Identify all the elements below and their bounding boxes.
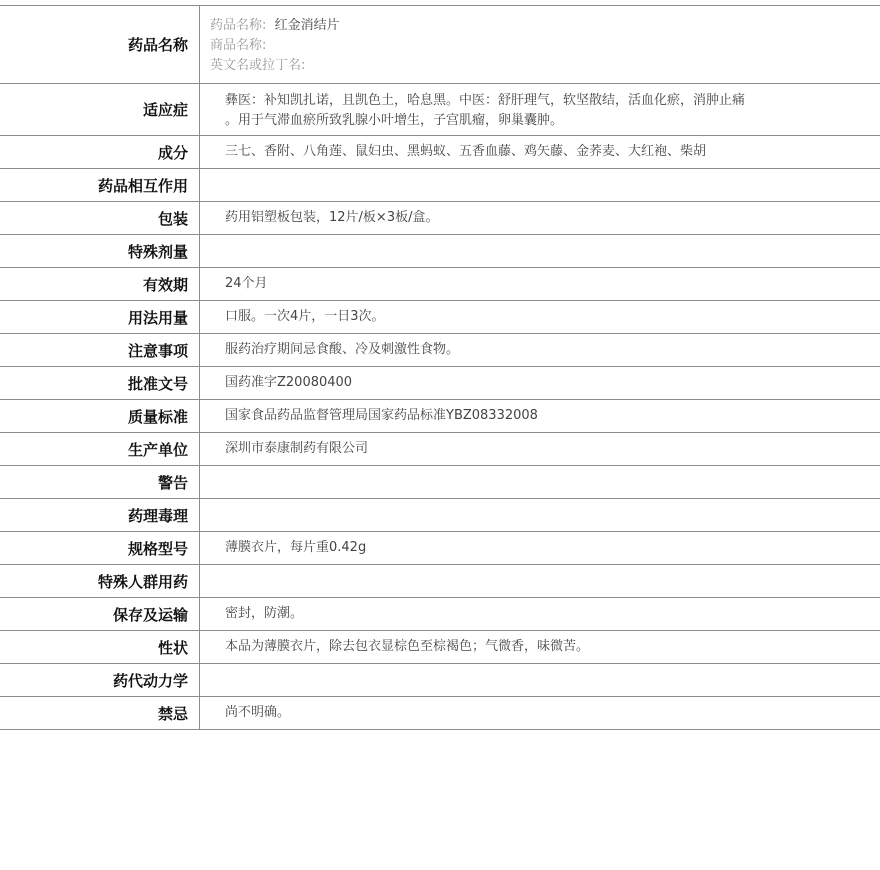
row-special-dosage [0,235,880,268]
row-value-ingredients: 三七、香附、八角莲、鼠妇虫、黑蚂蚁、五香血藤、鸡矢藤、金荞麦、大红袍、柴胡 [225,144,707,159]
row-label-dosage: 用法用量 [0,301,200,333]
row-drug-name [0,6,880,84]
generic-name-key: 药品名称: [210,18,267,33]
row-quality-standard [0,400,880,433]
row-contraindications [0,697,880,730]
row-value-packaging: 药用铝塑板包装，12片/板×3板/盒。 [225,210,439,225]
row-label-storage: 保存及运输 [0,598,200,630]
row-value-storage: 密封，防潮。 [225,606,304,621]
row-label-packaging: 包装 [0,202,200,234]
row-value-special-dosage [200,235,880,267]
generic-name-value: 红金消结片 [274,18,340,33]
row-label-special-dosage: 特殊剂量 [0,235,200,267]
row-label-contraindications: 禁忌 [0,697,200,729]
indications-line-1: 彝医：补知凯扎诺，且凯色土，哈息黑。中医：舒肝理气，软坚散结，活血化瘀，消肿止痛 [225,93,746,108]
row-value-shelf-life: 24个月 [225,276,268,291]
row-label-interactions: 药品相互作用 [0,169,200,201]
row-ingredients [0,136,880,169]
row-label-precautions: 注意事项 [0,334,200,366]
row-value-dosage: 口服。一次4片，一日3次。 [225,309,385,324]
row-value-contraindications: 尚不明确。 [225,705,291,720]
row-shelf-life [0,268,880,301]
row-value-approval-number: 国药准字Z20080400 [225,375,353,390]
row-label-specification: 规格型号 [0,532,200,564]
row-pharmacology [0,499,880,532]
row-storage [0,598,880,631]
row-label-quality-standard: 质量标准 [0,400,200,432]
row-label-description: 性状 [0,631,200,663]
row-label-approval-number: 批准文号 [0,367,200,399]
trade-name-line [210,36,880,56]
row-description [0,631,880,664]
row-value-special-populations [200,565,880,597]
row-special-populations [0,565,880,598]
trade-name-key: 商品名称: [210,38,267,53]
drug-name-values [200,6,880,83]
row-packaging [0,202,880,235]
row-label-shelf-life: 有效期 [0,268,200,300]
row-label-manufacturer: 生产单位 [0,433,200,465]
row-value-pharmacology [200,499,880,531]
row-label-indications: 适应症 [0,84,200,135]
english-name-line [210,56,880,76]
drug-info-table [0,5,880,730]
row-pharmacokinetics [0,664,880,697]
row-label-pharmacology: 药理毒理 [0,499,200,531]
row-label-special-populations: 特殊人群用药 [0,565,200,597]
row-label-pharmacokinetics: 药代动力学 [0,664,200,696]
row-value-manufacturer: 深圳市泰康制药有限公司 [225,441,369,456]
row-dosage [0,301,880,334]
row-value-description: 本品为薄膜衣片，除去包衣显棕色至棕褐色；气微香，味微苦。 [225,639,590,654]
generic-name-line [210,16,880,36]
row-specification [0,532,880,565]
row-interactions [0,169,880,202]
row-approval-number [0,367,880,400]
row-label-warning: 警告 [0,466,200,498]
row-precautions [0,334,880,367]
row-manufacturer [0,433,880,466]
row-value-interactions [200,169,880,201]
row-value-precautions: 服药治疗期间忌食酸、冷及刺激性食物。 [225,342,460,357]
english-name-key: 英文名或拉丁名: [210,58,306,73]
row-value-warning [200,466,880,498]
row-warning [0,466,880,499]
row-indications [0,84,880,136]
row-value-specification: 薄膜衣片，每片重0.42g [225,540,367,555]
row-value-indications [200,84,880,135]
indications-line-2: 。用于气滞血瘀所致乳腺小叶增生，子宫肌瘤，卵巢囊肿。 [225,113,564,128]
row-label-ingredients: 成分 [0,136,200,168]
row-value-quality-standard: 国家食品药品监督管理局国家药品标准YBZ08332008 [225,408,538,423]
row-label-drug-name: 药品名称 [0,6,200,83]
row-value-pharmacokinetics [200,664,880,696]
